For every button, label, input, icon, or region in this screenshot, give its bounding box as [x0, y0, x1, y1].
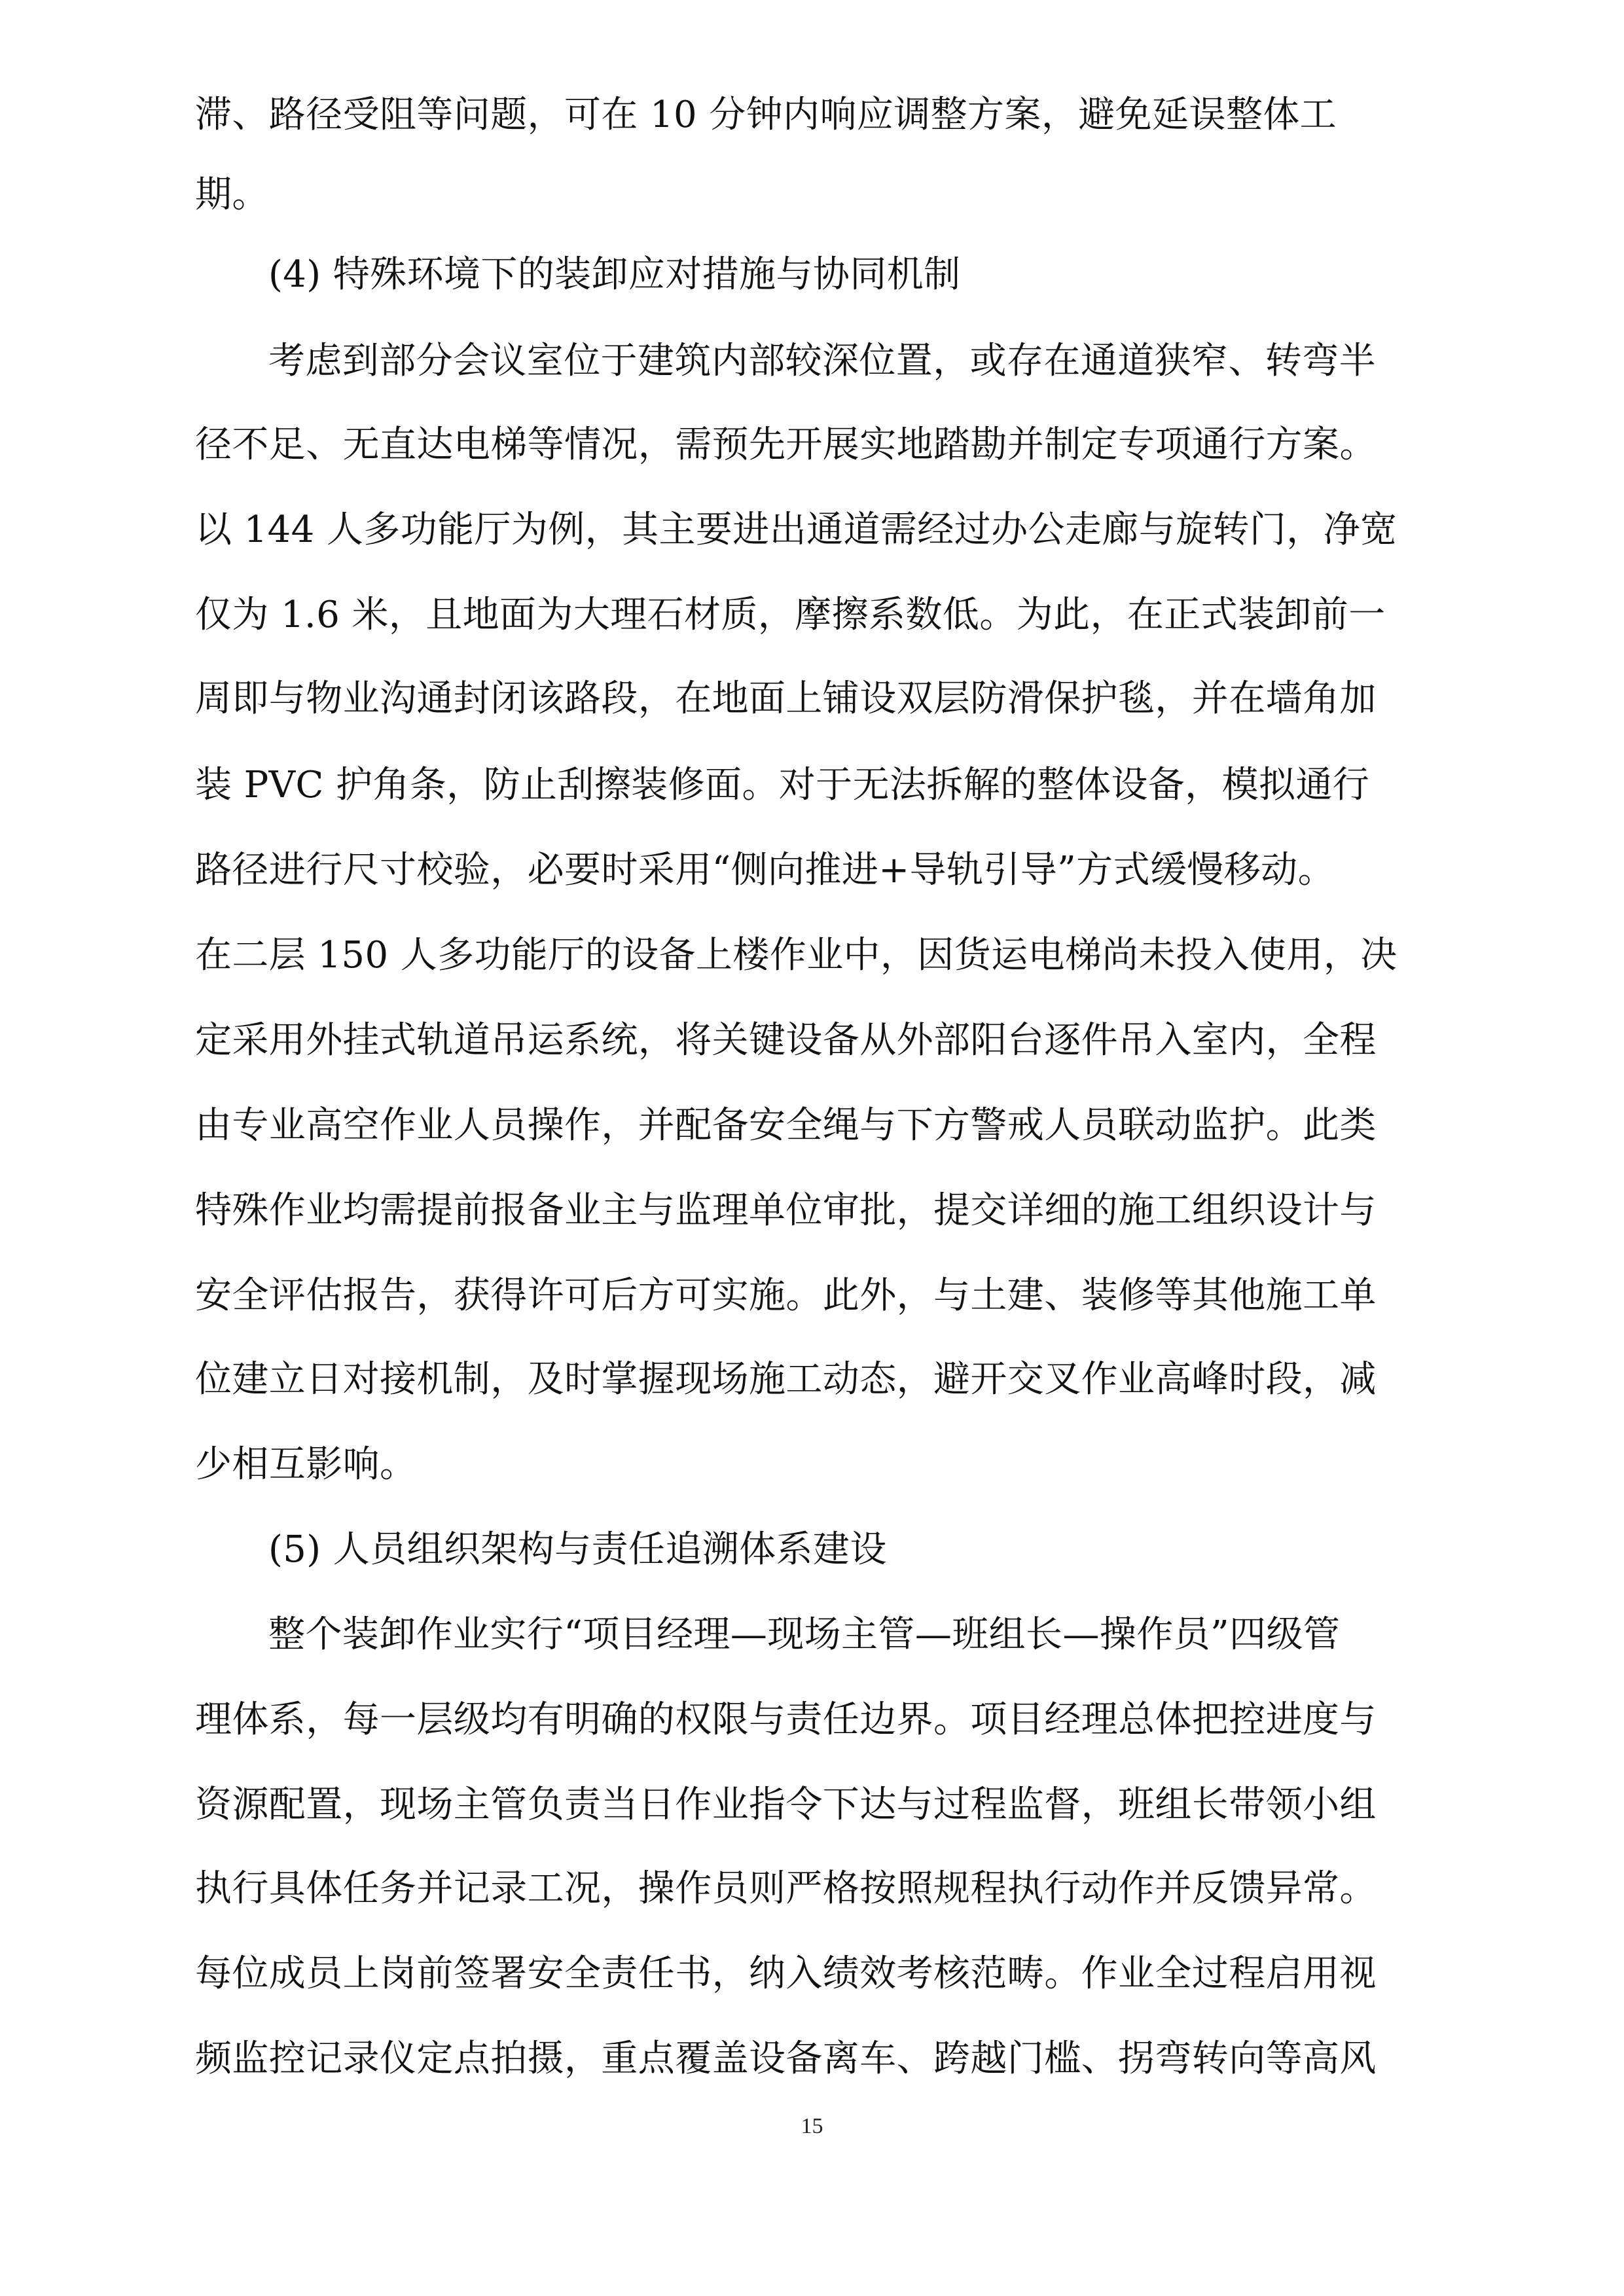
page-number: 15: [801, 2114, 823, 2138]
section-heading-5: (5) 人员组织架构与责任追溯体系建设: [268, 1528, 887, 1571]
body-text-line: 期。: [195, 173, 269, 216]
body-text-line: 每位成员上岗前签署安全责任书，纳入绩效考核范畴。作业全过程启用视: [195, 1952, 1377, 1995]
body-text-line: 特殊作业均需提前报备业主与监理单位审批，提交详细的施工组织设计与: [195, 1189, 1377, 1232]
body-text-line: 安全评估报告，获得许可后方可实施。此外，与土建、装修等其他施工单: [195, 1274, 1377, 1317]
body-text-line: 执行具体任务并记录工况，操作员则严格按照规程执行动作并反馈异常。: [195, 1867, 1377, 1910]
body-text-line: 定采用外挂式轨道吊运系统，将关键设备从外部阳台逐件吊入室内，全程: [195, 1019, 1377, 1062]
body-text-line: 由专业高空作业人员操作，并配备安全绳与下方警戒人员联动监护。此类: [195, 1104, 1377, 1147]
body-text-line: 在二层 150 人多功能厅的设备上楼作业中，因货运电梯尚未投入使用，决: [195, 934, 1398, 977]
body-text-line: 滞、路径受阻等问题，可在 10 分钟内响应调整方案，避免延误整体工: [195, 94, 1337, 136]
body-text-line: 理体系，每一层级均有明确的权限与责任边界。项目经理总体把控进度与: [195, 1698, 1377, 1741]
body-text-line: 仅为 1.6 米，且地面为大理石材质，摩擦系数低。为此，在正式装卸前一: [195, 594, 1386, 636]
body-text-line: 少相互影响。: [195, 1443, 417, 1486]
body-text-line: 考虑到部分会议室位于建筑内部较深位置，或存在通道狭窄、转弯半: [268, 340, 1376, 382]
body-text-line: 周即与物业沟通封闭该路段，在地面上铺设双层防滑保护毯，并在墙角加: [195, 677, 1377, 720]
body-text-line: 路径进行尺寸校验，必要时采用“侧向推进+导轨引导”方式缓慢移动。: [195, 849, 1335, 891]
body-text-line: 径不足、无直达电梯等情况，需预先开展实地踏勘并制定专项通行方案。: [195, 423, 1377, 466]
body-text-line: 位建立日对接机制，及时掌握现场施工动态，避开交叉作业高峰时段，减: [195, 1358, 1377, 1401]
body-text-line: 资源配置，现场主管负责当日作业指令下达与过程监督，班组长带领小组: [195, 1784, 1377, 1826]
section-heading-4: (4) 特殊环境下的装卸应对措施与协同机制: [268, 253, 961, 296]
body-text-line: 以 144 人多功能厅为例，其主要进出通道需经过办公走廊与旋转门，净宽: [195, 509, 1398, 551]
body-text-line: 频监控记录仪定点拍摄，重点覆盖设备离车、跨越门槛、拐弯转向等高风: [195, 2037, 1377, 2080]
body-text-line: 装 PVC 护角条，防止刮擦装修面。对于无法拆解的整体设备，模拟通行: [195, 764, 1370, 806]
body-text-line: 整个装卸作业实行“项目经理—现场主管—班组长—操作员”四级管: [268, 1613, 1341, 1656]
